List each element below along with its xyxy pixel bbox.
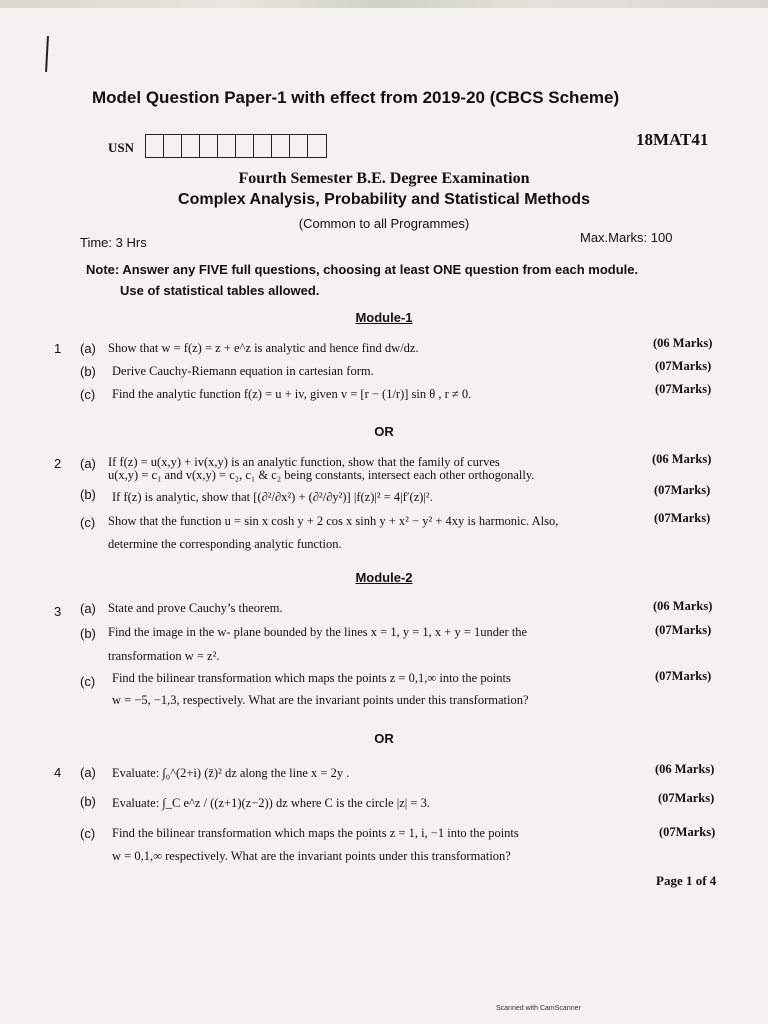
course-code: 18MAT41	[636, 130, 709, 149]
usn-box	[218, 135, 236, 157]
marks-label: (06 Marks)	[655, 762, 715, 776]
module-2-heading: Module-2	[355, 570, 413, 585]
page-number: Page 1 of 4	[656, 873, 717, 888]
marks-label: (07Marks)	[655, 359, 712, 373]
part-label: (b)	[80, 487, 96, 502]
module-1-heading: Module-1	[355, 310, 413, 325]
marks-label: (07Marks)	[658, 791, 715, 805]
usn-label: USN	[108, 140, 135, 155]
usn-box	[164, 135, 182, 157]
part-label: (a)	[80, 601, 96, 616]
part-label: (a)	[80, 456, 96, 471]
time-allowed: Time: 3 Hrs	[80, 235, 147, 250]
question-text-cont: w = −5, −1,3, respectively. What are the invariant points under this transformation?	[112, 693, 529, 707]
part-label: (c)	[80, 515, 96, 530]
top-scan-strip	[0, 0, 768, 8]
question-text: If f(z) = u(x,y) + iv(x,y) is an analytic function, show that the family of curves	[108, 455, 500, 469]
question-text: Derive Cauchy-Riemann equation in cartesian form.	[112, 364, 374, 378]
instructions-line1: Note: Answer any FIVE full questions, choosing at least ONE question from each module.	[86, 262, 639, 277]
part-label: (c)	[80, 674, 96, 689]
question-text: Show that the function u = sin x cosh y + 2 cos x sinh y + x² − y² + 4xy is harmonic. Also,	[108, 514, 559, 528]
usn-box	[146, 135, 164, 157]
or-divider: OR	[374, 424, 394, 439]
question-text: Find the analytic function f(z) = u + iv, given v = [r − (1/r)] sin θ , r ≠ 0.	[112, 387, 472, 401]
question-text: Find the bilinear transformation which maps the points z = 1, i, −1 into the points	[112, 826, 519, 840]
question-text: Find the bilinear transformation which maps the points z = 0,1,∞ into the points	[112, 671, 511, 685]
pen-mark	[45, 36, 49, 72]
marks-label: (07Marks)	[655, 669, 712, 683]
part-label: (a)	[80, 341, 96, 356]
usn-boxes	[145, 134, 327, 158]
subject-name: Complex Analysis, Probability and Statistical Methods	[178, 191, 590, 208]
max-marks: Max.Marks: 100	[580, 230, 673, 245]
marks-label: (07Marks)	[659, 825, 716, 839]
question-text-cont: u(x,y) = c₁ and v(x,y) = c₂, c₁ & c₂ being constants, intersect each other orthogonally.	[108, 468, 535, 482]
question-text: Find the image in the w- plane bounded by the lines x = 1, y = 1, x + y = 1under the	[108, 625, 528, 639]
instructions-line2: Use of statistical tables allowed.	[120, 283, 320, 298]
question-text-cont: transformation w = z².	[108, 649, 220, 663]
question-text-cont: w = 0,1,∞ respectively. What are the invariant points under this transformation?	[112, 849, 511, 863]
marks-label: (07Marks)	[654, 511, 711, 525]
or-divider: OR	[374, 731, 394, 746]
part-label: (c)	[80, 826, 96, 841]
common-note: (Common to all Programmes)	[298, 216, 470, 231]
usn-box	[272, 135, 290, 157]
question-text: State and prove Cauchy’s theorem.	[108, 601, 283, 615]
exam-name: Fourth Semester B.E. Degree Examination	[238, 170, 530, 187]
question-number: 2	[54, 456, 62, 471]
usn-box	[200, 135, 218, 157]
marks-label: (07Marks)	[655, 623, 712, 637]
marks-label: (07Marks)	[654, 483, 711, 497]
question-number: 4	[54, 765, 62, 780]
question-text: If f(z) is analytic, show that [(∂²/∂x²) + (∂²/∂y²)] |f(z)|² = 4|f′(z)|².	[112, 490, 433, 504]
marks-label: (07Marks)	[655, 382, 712, 396]
usn-box	[290, 135, 308, 157]
marks-label: (06 Marks)	[653, 599, 713, 613]
question-text: Evaluate: ∫₀^(2+i) (z̄)² dz along the line x = 2y .	[112, 766, 350, 780]
usn-box	[182, 135, 200, 157]
marks-label: (06 Marks)	[652, 452, 712, 466]
scanner-watermark: Scanned with CamScanner	[496, 1005, 581, 1012]
marks-label: (06 Marks)	[653, 336, 713, 350]
paper-title: Model Question Paper-1 with effect from 2019-20 (CBCS Scheme)	[92, 88, 620, 107]
part-label: (a)	[80, 765, 96, 780]
part-label: (b)	[80, 626, 96, 641]
usn-box	[236, 135, 254, 157]
question-text: Evaluate: ∫_C e^z / ((z+1)(z−2)) dz where C is the circle |z| = 3.	[112, 796, 430, 810]
question-number: 3	[54, 604, 62, 619]
part-label: (b)	[80, 364, 96, 379]
question-text: Show that w = f(z) = z + e^z is analytic and hence find dw/dz.	[108, 341, 419, 355]
question-number: 1	[54, 341, 62, 356]
usn-box	[254, 135, 272, 157]
question-text-cont: determine the corresponding analytic function.	[108, 537, 342, 551]
usn-box	[308, 135, 326, 157]
part-label: (c)	[80, 387, 96, 402]
part-label: (b)	[80, 794, 96, 809]
